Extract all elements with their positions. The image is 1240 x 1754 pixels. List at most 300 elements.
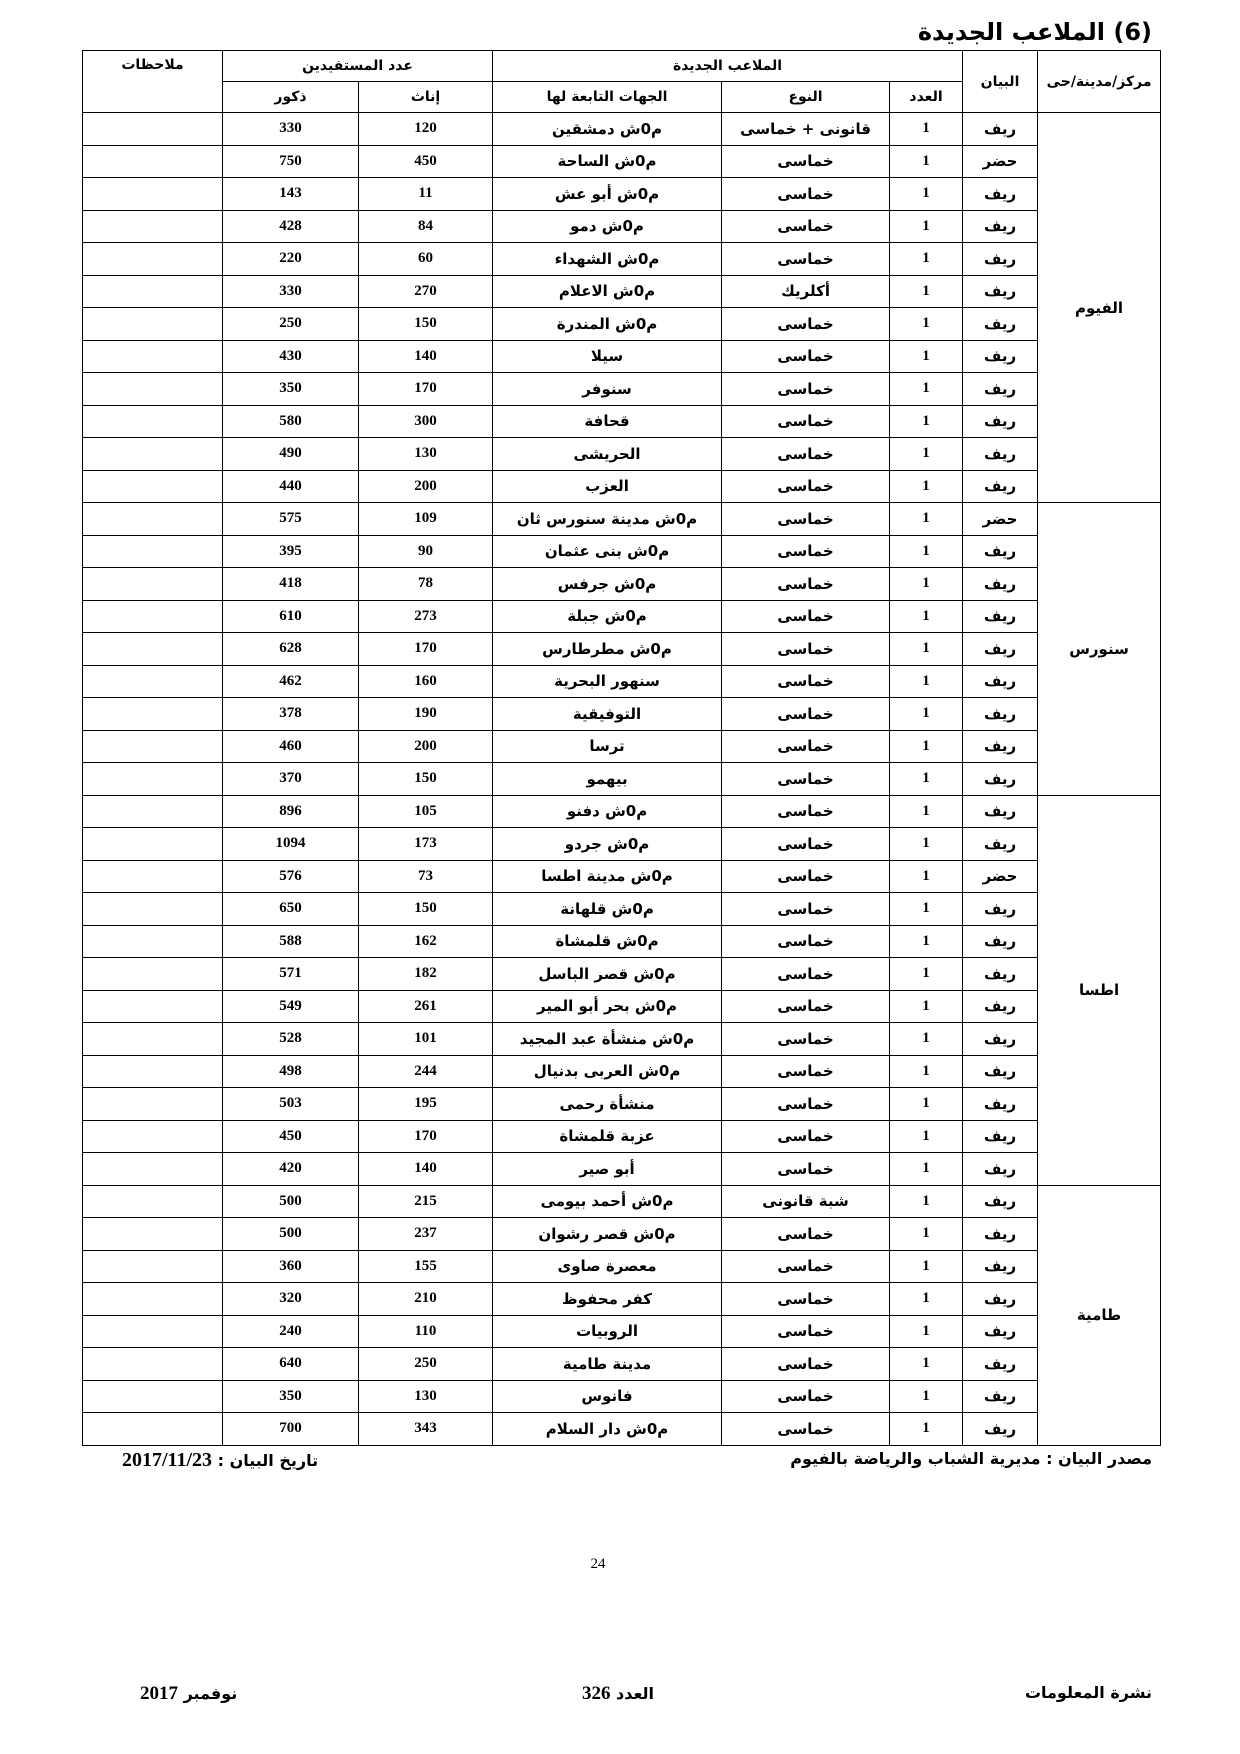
cell-owner: م0ش أحمد بيومى [493,1185,722,1218]
table-row [83,243,1161,276]
cell-count: 1 [890,1218,963,1251]
header-females: إناث [359,82,493,113]
cell-kind: خماسى [722,1315,890,1348]
cell-owner: التوفيقية [493,698,722,731]
cell-males: 575 [223,503,359,536]
cell-kind: خماسى [722,1153,890,1186]
cell-count: 1 [890,113,963,146]
cell-owner: م0ش الاعلام [493,275,722,308]
cell-count: 1 [890,1055,963,1088]
cell-males: 428 [223,210,359,243]
cell-males: 650 [223,893,359,926]
cell-area: ريف [963,698,1038,731]
table-row [83,470,1161,503]
table-row [83,1315,1161,1348]
cell-males: 571 [223,958,359,991]
cell-owner: م0ش العربى بدنيال [493,1055,722,1088]
cell-owner: الحريشى [493,438,722,471]
cell-notes [83,275,223,308]
table-row [83,1283,1161,1316]
table-row [83,665,1161,698]
cell-males: 700 [223,1413,359,1446]
table-row [83,405,1161,438]
cell-females: 84 [359,210,493,243]
table-row [83,438,1161,471]
cell-area: ريف [963,763,1038,796]
cell-area: ريف [963,1283,1038,1316]
cell-count: 1 [890,503,963,536]
table-row [83,860,1161,893]
cell-area: ريف [963,1055,1038,1088]
source-note: مصدر البيان : مديرية الشباب والرياضة بالفيوم [790,1449,1152,1468]
cell-area: ريف [963,1413,1038,1446]
cell-area: حضر [963,860,1038,893]
cell-area: ريف [963,178,1038,211]
cell-notes [83,730,223,763]
cell-males: 330 [223,113,359,146]
table-row [83,568,1161,601]
cell-males: 896 [223,795,359,828]
cell-females: 130 [359,438,493,471]
cell-count: 1 [890,470,963,503]
cell-females: 150 [359,893,493,926]
cell-owner: م0ش قلهانة [493,893,722,926]
cell-owner: م0ش قصر الباسل [493,958,722,991]
cell-count: 1 [890,145,963,178]
cell-owner: م0ش مدينة سنورس ثان [493,503,722,536]
cell-region: سنورس [1038,503,1161,796]
table-row [83,275,1161,308]
table-row [83,1088,1161,1121]
table-row [83,210,1161,243]
cell-owner: م0ش بحر أبو المير [493,990,722,1023]
cell-area: ريف [963,958,1038,991]
cell-owner: م0ش جرفس [493,568,722,601]
cell-females: 261 [359,990,493,1023]
cell-count: 1 [890,178,963,211]
cell-kind: خماسى [722,1120,890,1153]
table-row [83,1055,1161,1088]
cell-kind: قانونى + خماسى [722,113,890,146]
cell-area: ريف [963,405,1038,438]
cell-females: 78 [359,568,493,601]
cell-notes [83,665,223,698]
cell-notes [83,308,223,341]
cell-area: ريف [963,665,1038,698]
cell-count: 1 [890,1088,963,1121]
cell-males: 640 [223,1348,359,1381]
cell-notes [83,243,223,276]
cell-kind: خماسى [722,600,890,633]
header-owner: الجهات التابعة لها [493,82,722,113]
cell-owner: م0ش أبو عش [493,178,722,211]
cell-owner: م0ش جردو [493,828,722,861]
cell-count: 1 [890,1023,963,1056]
cell-area: ريف [963,1023,1038,1056]
cell-males: 580 [223,405,359,438]
cell-males: 330 [223,275,359,308]
footer-date [140,1683,237,1705]
cell-owner: م0ش دمشقين [493,113,722,146]
table-row [83,1185,1161,1218]
footer-year: 2017 [140,1683,178,1704]
cell-notes [83,340,223,373]
cell-notes [83,1023,223,1056]
header-area-type: البيان [963,51,1038,113]
cell-females: 237 [359,1218,493,1251]
cell-area: حضر [963,145,1038,178]
cell-count: 1 [890,763,963,796]
cell-count: 1 [890,1413,963,1446]
cell-males: 500 [223,1218,359,1251]
cell-notes [83,1315,223,1348]
cell-area: ريف [963,1250,1038,1283]
cell-area: ريف [963,1088,1038,1121]
cell-notes [83,1283,223,1316]
cell-kind: خماسى [722,828,890,861]
cell-area: ريف [963,1185,1038,1218]
cell-count: 1 [890,1348,963,1381]
cell-males: 395 [223,535,359,568]
cell-females: 155 [359,1250,493,1283]
cell-females: 215 [359,1185,493,1218]
cell-females: 150 [359,763,493,796]
page-title: (6) الملاعب الجديدة [917,18,1152,46]
header-row-1 [83,51,1161,82]
cell-females: 90 [359,535,493,568]
cell-females: 170 [359,1120,493,1153]
date-note [122,1449,318,1472]
cell-count: 1 [890,665,963,698]
cell-kind: خماسى [722,730,890,763]
table-row [83,698,1161,731]
cell-owner: الروبيات [493,1315,722,1348]
cell-kind: خماسى [722,405,890,438]
cell-owner: م0ش مطرطارس [493,633,722,666]
footer-month: نوفمبر [183,1684,238,1703]
footer-issue-label: العدد [616,1684,655,1703]
cell-males: 528 [223,1023,359,1056]
cell-females: 244 [359,1055,493,1088]
table-row [83,1380,1161,1413]
cell-area: ريف [963,275,1038,308]
cell-area: ريف [963,795,1038,828]
cell-area: ريف [963,600,1038,633]
table-row [83,795,1161,828]
table-row [83,1120,1161,1153]
cell-females: 11 [359,178,493,211]
cell-count: 1 [890,1120,963,1153]
cell-notes [83,1413,223,1446]
table-row [83,1348,1161,1381]
cell-area: حضر [963,503,1038,536]
cell-area: ريف [963,308,1038,341]
cell-kind: خماسى [722,145,890,178]
cell-count: 1 [890,210,963,243]
cell-males: 450 [223,1120,359,1153]
cell-kind: خماسى [722,698,890,731]
cell-females: 105 [359,795,493,828]
cell-owner: ترسا [493,730,722,763]
cell-notes [83,828,223,861]
header-notes: ملاحظات [83,51,223,113]
cell-region: الفيوم [1038,113,1161,503]
cell-notes [83,438,223,471]
cell-kind: خماسى [722,1380,890,1413]
cell-area: ريف [963,113,1038,146]
cell-males: 462 [223,665,359,698]
header-males: ذكور [223,82,359,113]
cell-females: 60 [359,243,493,276]
cell-owner: م0ش دار السلام [493,1413,722,1446]
cell-notes [83,1250,223,1283]
header-beneficiaries: عدد المستفيدين [223,51,493,82]
table-row [83,633,1161,666]
cell-count: 1 [890,828,963,861]
cell-females: 73 [359,860,493,893]
cell-count: 1 [890,600,963,633]
cell-males: 576 [223,860,359,893]
cell-count: 1 [890,275,963,308]
cell-count: 1 [890,1315,963,1348]
cell-females: 270 [359,275,493,308]
cell-females: 343 [359,1413,493,1446]
cell-notes [83,860,223,893]
cell-kind: خماسى [722,470,890,503]
cell-area: ريف [963,243,1038,276]
cell-males: 350 [223,373,359,406]
cell-kind: خماسى [722,1250,890,1283]
cell-kind: خماسى [722,438,890,471]
cell-owner: معصرة صاوى [493,1250,722,1283]
cell-count: 1 [890,405,963,438]
table-row [83,1218,1161,1251]
cell-count: 1 [890,535,963,568]
table-body [83,113,1161,1446]
cell-count: 1 [890,925,963,958]
cell-kind: خماسى [722,925,890,958]
cell-owner: مدينة طامية [493,1348,722,1381]
cell-males: 143 [223,178,359,211]
cell-count: 1 [890,340,963,373]
cell-owner: العزب [493,470,722,503]
cell-area: ريف [963,373,1038,406]
cell-area: ريف [963,1348,1038,1381]
cell-kind: خماسى [722,1023,890,1056]
cell-kind: خماسى [722,990,890,1023]
cell-females: 300 [359,405,493,438]
cell-owner: أبو صير [493,1153,722,1186]
cell-count: 1 [890,1380,963,1413]
cell-area: ريف [963,925,1038,958]
cell-notes [83,470,223,503]
cell-females: 140 [359,340,493,373]
cell-males: 503 [223,1088,359,1121]
cell-males: 500 [223,1185,359,1218]
cell-count: 1 [890,568,963,601]
cell-count: 1 [890,730,963,763]
cell-notes [83,405,223,438]
cell-notes [83,1088,223,1121]
cell-males: 240 [223,1315,359,1348]
cell-area: ريف [963,893,1038,926]
cell-females: 150 [359,308,493,341]
cell-kind: خماسى [722,210,890,243]
cell-kind: خماسى [722,860,890,893]
cell-notes [83,178,223,211]
cell-owner: م0ش قصر رشوان [493,1218,722,1251]
cell-kind: خماسى [722,665,890,698]
cell-notes [83,600,223,633]
cell-males: 490 [223,438,359,471]
cell-females: 210 [359,1283,493,1316]
cell-count: 1 [890,698,963,731]
cell-owner: فانوس [493,1380,722,1413]
table-row [83,893,1161,926]
cell-females: 170 [359,373,493,406]
cell-males: 498 [223,1055,359,1088]
cell-kind: خماسى [722,340,890,373]
cell-count: 1 [890,1283,963,1316]
cell-males: 610 [223,600,359,633]
cell-kind: أكلريك [722,275,890,308]
cell-count: 1 [890,958,963,991]
table-row [83,763,1161,796]
cell-notes [83,633,223,666]
cell-kind: خماسى [722,535,890,568]
cell-females: 450 [359,145,493,178]
cell-females: 200 [359,470,493,503]
cell-kind: خماسى [722,763,890,796]
header-region: مركز/مدينة/حى [1038,51,1161,113]
cell-count: 1 [890,990,963,1023]
cell-owner: م0ش الساحة [493,145,722,178]
footer-issue-number: 326 [581,1683,611,1704]
cell-area: ريف [963,1120,1038,1153]
cell-notes [83,1120,223,1153]
cell-count: 1 [890,1153,963,1186]
cell-males: 418 [223,568,359,601]
cell-count: 1 [890,308,963,341]
cell-notes [83,893,223,926]
date-label: تاريخ البيان : [217,1451,319,1470]
table-row [83,535,1161,568]
cell-notes [83,535,223,568]
header-count: العدد [890,82,963,113]
cell-count: 1 [890,795,963,828]
table-row [83,600,1161,633]
cell-kind: خماسى [722,893,890,926]
cell-males: 440 [223,470,359,503]
cell-notes [83,698,223,731]
cell-area: ريف [963,633,1038,666]
cell-owner: م0ش قلمشاة [493,925,722,958]
cell-area: ريف [963,990,1038,1023]
cell-kind: خماسى [722,243,890,276]
cell-notes [83,990,223,1023]
cell-notes [83,1380,223,1413]
cell-owner: م0ش بنى عثمان [493,535,722,568]
cell-area: ريف [963,470,1038,503]
table-row [83,1023,1161,1056]
cell-kind: خماسى [722,795,890,828]
cell-area: ريف [963,828,1038,861]
new-fields-table [82,50,1161,1446]
cell-owner: م0ش الشهداء [493,243,722,276]
cell-area: ريف [963,535,1038,568]
cell-males: 628 [223,633,359,666]
table-row [83,113,1161,146]
cell-females: 160 [359,665,493,698]
page-number: 24 [590,1556,606,1572]
cell-notes [83,1348,223,1381]
cell-kind: خماسى [722,178,890,211]
cell-kind: خماسى [722,1218,890,1251]
table-row [83,308,1161,341]
cell-owner: كفر محفوظ [493,1283,722,1316]
cell-kind: خماسى [722,633,890,666]
cell-owner: م0ش المندرة [493,308,722,341]
cell-kind: خماسى [722,1283,890,1316]
cell-owner: قحافة [493,405,722,438]
table-row [83,990,1161,1023]
cell-females: 109 [359,503,493,536]
cell-females: 200 [359,730,493,763]
cell-owner: م0ش منشأة عبد المجيد [493,1023,722,1056]
cell-area: ريف [963,1315,1038,1348]
cell-males: 220 [223,243,359,276]
cell-area: ريف [963,210,1038,243]
cell-area: ريف [963,438,1038,471]
cell-count: 1 [890,633,963,666]
cell-owner: منشأة رحمى [493,1088,722,1121]
cell-notes [83,373,223,406]
cell-kind: خماسى [722,308,890,341]
cell-owner: سنهور البحرية [493,665,722,698]
cell-kind: خماسى [722,1413,890,1446]
table-row [83,373,1161,406]
cell-region: اطسا [1038,795,1161,1185]
cell-area: ريف [963,1380,1038,1413]
cell-males: 1094 [223,828,359,861]
cell-count: 1 [890,1185,963,1218]
cell-owner: سنوفر [493,373,722,406]
cell-owner: م0ش دمو [493,210,722,243]
cell-kind: شبة قانونى [722,1185,890,1218]
cell-kind: خماسى [722,373,890,406]
table-row [83,1250,1161,1283]
cell-notes [83,958,223,991]
cell-females: 101 [359,1023,493,1056]
table-row [83,958,1161,991]
table-row [83,1413,1161,1446]
cell-males: 750 [223,145,359,178]
cell-females: 173 [359,828,493,861]
cell-notes [83,1153,223,1186]
cell-notes [83,925,223,958]
cell-area: ريف [963,568,1038,601]
cell-notes [83,1218,223,1251]
cell-females: 195 [359,1088,493,1121]
cell-notes [83,503,223,536]
table-row [83,178,1161,211]
cell-notes [83,210,223,243]
cell-females: 250 [359,1348,493,1381]
cell-kind: خماسى [722,958,890,991]
date-value: 2017/11/23 [122,1449,213,1471]
cell-females: 190 [359,698,493,731]
cell-females: 140 [359,1153,493,1186]
